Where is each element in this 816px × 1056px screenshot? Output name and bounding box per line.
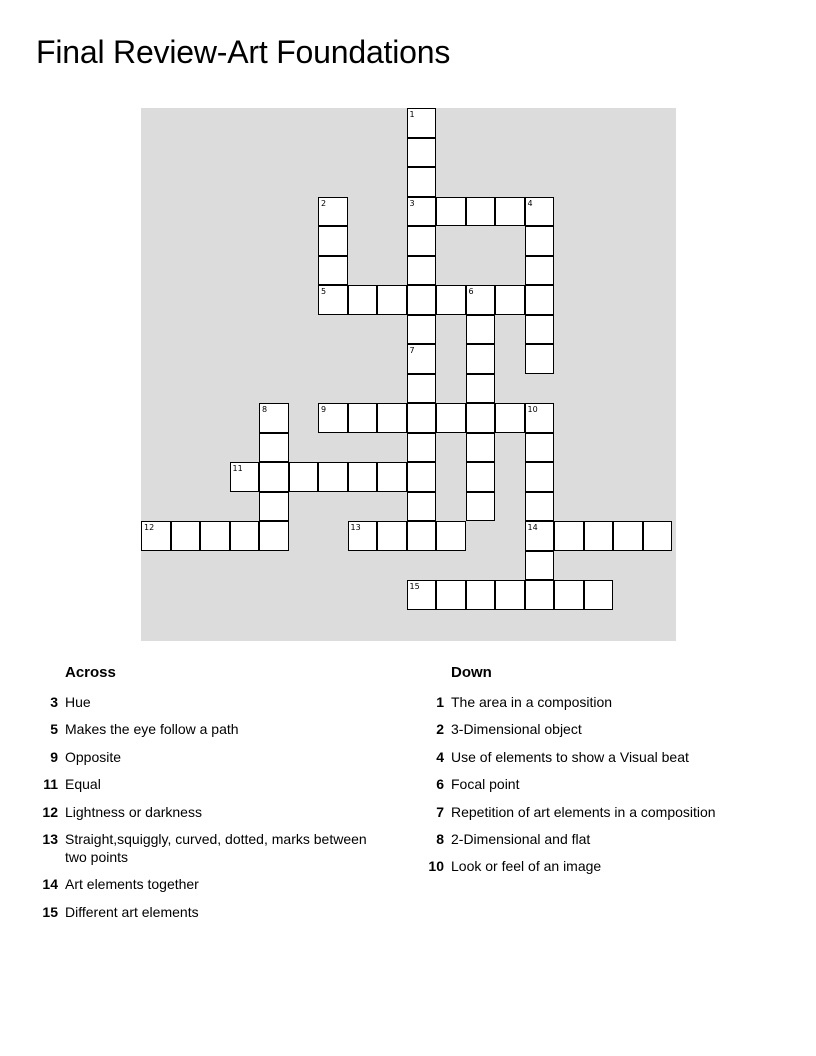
grid-cell[interactable] [407,197,437,227]
across-clue [30,693,390,711]
grid-cell[interactable] [466,197,496,227]
clue-number: 13 [42,830,58,847]
clue-number: 12 [42,803,58,820]
grid-cell[interactable] [200,521,230,551]
grid-cell[interactable] [407,403,437,433]
crossword-grid [141,108,676,641]
cell-number: 11 [232,464,243,473]
clue-text: Equal [65,776,101,793]
grid-cell[interactable] [525,580,555,610]
clue-text: The area in a composition [451,694,613,710]
grid-cell[interactable] [259,403,289,433]
grid-cell[interactable] [259,521,289,551]
cell-number: 3 [409,198,415,208]
grid-cell[interactable] [525,403,555,433]
across-clue [30,830,390,866]
across-clue-list [30,693,390,921]
grid-cell[interactable] [495,285,525,315]
grid-cell[interactable] [554,580,584,610]
grid-cell[interactable] [495,197,525,227]
cell-number: 8 [262,405,268,414]
grid-cell[interactable] [584,580,614,610]
grid-cell[interactable] [377,285,407,315]
grid-cell[interactable] [259,433,289,463]
grid-cell[interactable] [407,285,437,315]
grid-cell[interactable] [407,492,437,522]
clue-number: 2 [436,721,444,738]
grid-cell[interactable] [230,521,260,551]
clue-number: 11 [43,776,58,793]
grid-cell[interactable] [554,521,584,551]
grid-cell[interactable] [466,580,496,610]
grid-cell[interactable] [525,256,555,286]
clue-number: 10 [428,858,444,875]
grid-cell[interactable] [348,403,378,433]
grid-cell[interactable] [613,521,643,551]
cell-number: 9 [321,405,327,414]
clue-number: 4 [436,748,444,765]
across-clue [30,875,390,893]
grid-cell[interactable] [348,521,378,551]
grid-cell[interactable] [318,285,348,315]
clue-number: 8 [436,830,444,847]
grid-cell[interactable] [525,344,555,374]
down-clue [416,693,756,711]
down-clue [416,748,756,766]
down-clue [416,803,756,821]
grid-cell[interactable] [525,226,555,256]
grid-cell[interactable] [466,315,496,345]
cell-number: 5 [321,287,327,296]
grid-cell[interactable] [318,197,348,227]
clue-number: 15 [42,903,58,920]
grid-cell[interactable] [171,521,201,551]
grid-cell[interactable] [407,521,437,551]
grid-cell[interactable] [436,580,466,610]
grid-cell[interactable] [348,462,378,492]
grid-cell[interactable] [525,492,555,522]
clue-text: Repetition of art elements in a composition [451,803,716,820]
clue-text: Hue [65,694,91,710]
clue-number: 5 [50,721,58,738]
grid-cell[interactable] [318,462,348,492]
cell-number: 15 [409,582,420,591]
page-title: Final Review-Art Foundations [36,34,451,70]
grid-cell[interactable] [407,226,437,256]
grid-cell[interactable] [407,138,437,168]
across-clue [30,748,390,766]
clue-text: Straight,squiggly, curved, dotted, marks between two points [65,830,367,865]
down-heading: Down [451,664,492,681]
cell-number: 13 [350,523,361,532]
clue-text: Art elements together [65,876,199,893]
across-heading: Across [65,664,116,681]
clue-number: 1 [436,694,444,710]
grid-cell[interactable] [348,285,378,315]
grid-cell[interactable] [318,256,348,286]
grid-cell[interactable] [466,403,496,433]
clue-text: Makes the eye follow a path [65,721,239,738]
clue-text: Lightness or darkness [65,803,202,820]
grid-cell[interactable] [466,462,496,492]
across-clues [30,664,390,930]
clue-text: Look or feel of an image [451,858,602,875]
grid-cell[interactable] [525,551,555,581]
grid-cell[interactable] [466,344,496,374]
grid-cell[interactable] [407,462,437,492]
grid-cell[interactable] [495,580,525,610]
grid-cell[interactable] [318,226,348,256]
down-clue [416,857,756,875]
grid-cell[interactable] [407,374,437,404]
cell-number: 10 [527,405,538,414]
clue-number: 14 [42,876,58,893]
down-clues [416,664,756,885]
grid-cell[interactable] [259,462,289,492]
grid-cell[interactable] [377,462,407,492]
grid-cell[interactable] [407,344,437,374]
grid-cell[interactable] [436,403,466,433]
grid-cell[interactable] [407,580,437,610]
down-clue [416,830,756,848]
cell-number: 12 [144,523,155,532]
clue-number: 7 [436,803,444,820]
grid-cell[interactable] [436,197,466,227]
grid-cell[interactable] [525,285,555,315]
grid-cell[interactable] [525,521,555,551]
clue-text: Opposite [65,748,122,765]
grid-cell[interactable] [377,521,407,551]
clue-text: Use of elements to show a Visual beat [451,748,689,765]
grid-cell[interactable] [141,521,171,551]
clue-number: 3 [50,694,58,710]
across-clue [30,803,390,821]
grid-cell[interactable] [525,197,555,227]
grid-cell[interactable] [318,403,348,433]
grid-cell[interactable] [436,285,466,315]
cell-number: 7 [409,346,415,355]
clue-number: 6 [436,776,444,793]
grid-cell[interactable] [466,285,496,315]
grid-cell[interactable] [525,433,555,463]
cell-number: 4 [527,198,533,208]
down-clue [416,720,756,738]
grid-cell[interactable] [259,492,289,522]
grid-cell[interactable] [466,374,496,404]
clue-number: 9 [50,748,58,765]
clue-text: Different art elements [65,903,199,920]
grid-cell[interactable] [584,521,614,551]
grid-cell[interactable] [495,403,525,433]
grid-cell[interactable] [407,108,437,138]
clue-text: 3-Dimensional object [451,721,582,738]
across-clue [30,775,390,793]
down-clue-list [416,693,756,875]
grid-cell[interactable] [466,492,496,522]
grid-cell[interactable] [525,462,555,492]
cell-number: 2 [321,198,327,208]
grid-cell[interactable] [525,315,555,345]
down-clue [416,775,756,793]
grid-cell[interactable] [407,315,437,345]
cell-number: 14 [527,523,538,532]
clue-text: Focal point [451,776,520,793]
grid-cell[interactable] [407,433,437,463]
clue-text: 2-Dimensional and flat [451,830,591,847]
grid-cell[interactable] [407,256,437,286]
grid-cell[interactable] [436,521,466,551]
grid-cell[interactable] [377,403,407,433]
grid-cell[interactable] [230,462,260,492]
across-clue [30,903,390,921]
grid-cell[interactable] [466,433,496,463]
cell-number: 1 [409,110,415,119]
grid-cell[interactable] [289,462,319,492]
cell-number: 6 [468,287,474,296]
grid-cell[interactable] [407,167,437,197]
across-clue [30,720,390,738]
grid-cell[interactable] [643,521,673,551]
